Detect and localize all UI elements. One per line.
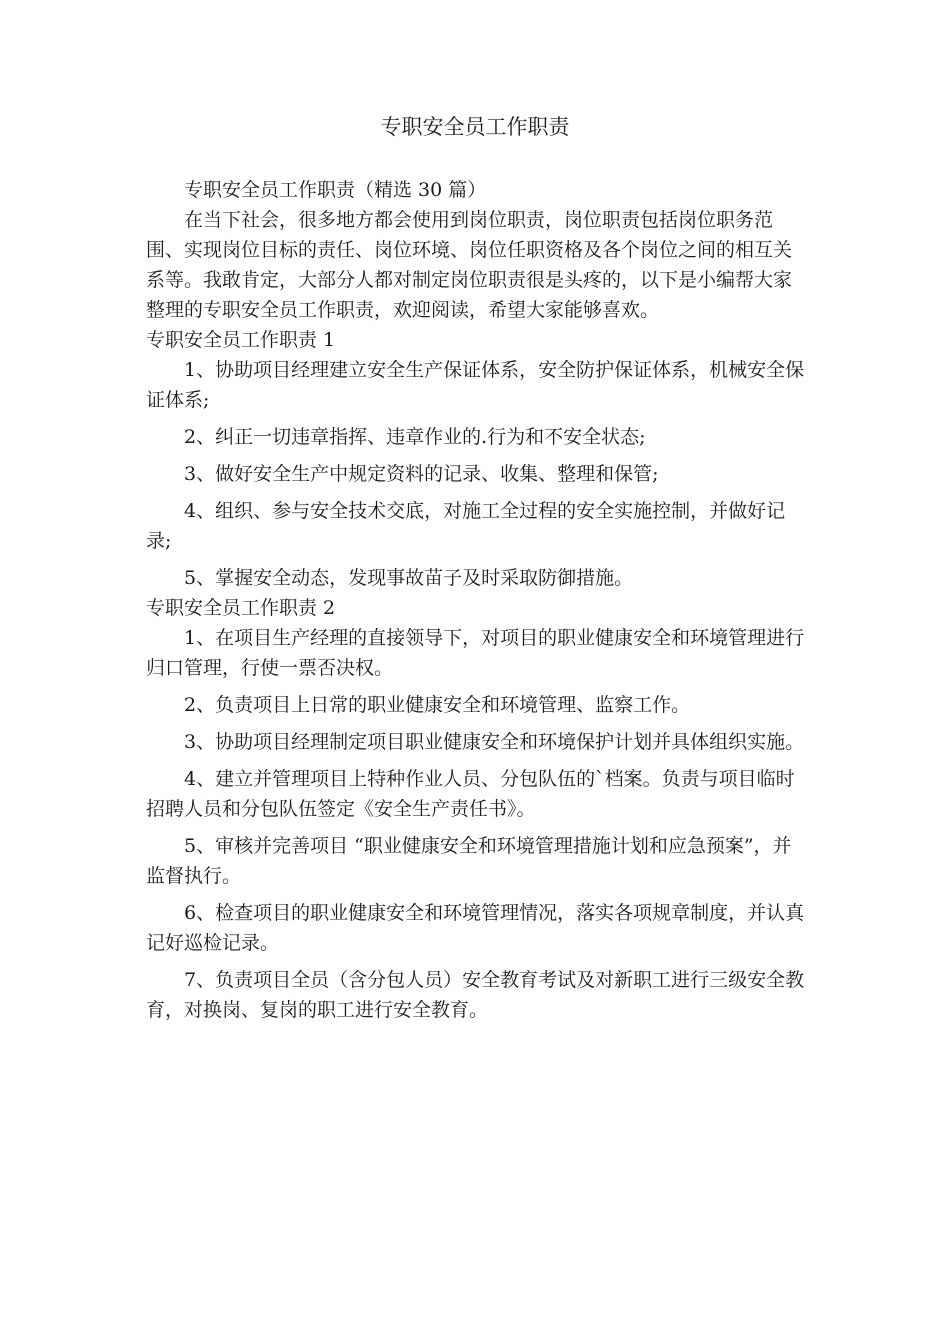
section-1-item: 5、掌握安全动态，发现事故苗子及时采取防御措施。 (184, 567, 634, 589)
subtitle: 专职安全员工作职责（精选 30 篇） (184, 179, 487, 201)
section-1-item: 1、协助项目经理建立安全生产保证体系，安全防护保证体系，机械安全保证体系; (146, 359, 805, 411)
section-1-item: 3、做好安全生产中规定资料的记录、收集、整理和保管; (184, 463, 659, 485)
section-1-item: 4、组织、参与安全技术交底，对施工全过程的安全实施控制，并做好记录; (146, 500, 786, 552)
section-1-heading: 专职安全员工作职责 1 (146, 329, 336, 351)
section-1-item: 2、纠正一切违章指挥、违章作业的.行为和不安全状态; (184, 426, 646, 448)
section-2-item: 6、检查项目的职业健康安全和环境管理情况，落实各项规章制度，并认真记好巡检记录。 (146, 902, 805, 954)
intro-paragraph: 在当下社会，很多地方都会使用到岗位职责，岗位职责包括岗位职务范围、实现岗位目标的责任、岗位环境、岗位任职资格及各个岗位之间的相互关系等。我敢肯定，大部分人都对制定岗位职责很是头疼的，以下是小编帮大家整理的专职安全员工作职责，欢迎阅读，希望大家能够喜欢。 (146, 209, 793, 321)
document-title: 专职安全员工作职责 (380, 115, 570, 139)
document-body (146, 175, 808, 1025)
section-2-item: 3、协助项目经理制定项目职业健康安全和环境保护计划并具体组织实施。 (184, 731, 805, 753)
section-2-item: 5、审核并完善项目 “职业健康安全和环境管理措施计划和应急预案”，并监督执行。 (146, 835, 792, 887)
section-2-heading: 专职安全员工作职责 2 (146, 597, 336, 619)
section-2-item: 2、负责项目上日常的职业健康安全和环境管理、监察工作。 (184, 694, 691, 716)
section-2-item: 4、建立并管理项目上特种作业人员、分包队伍的`档案。负责与项目临时招聘人员和分包队伍签定《安全生产责任书》。 (146, 768, 795, 820)
section-2-item: 7、负责项目全员（含分包人员）安全教育考试及对新职工进行三级安全教育，对换岗、复岗的职工进行安全教育。 (146, 969, 805, 1021)
section-2-item: 1、在项目生产经理的直接领导下，对项目的职业健康安全和环境管理进行归口管理，行使一票否决权。 (146, 627, 805, 679)
